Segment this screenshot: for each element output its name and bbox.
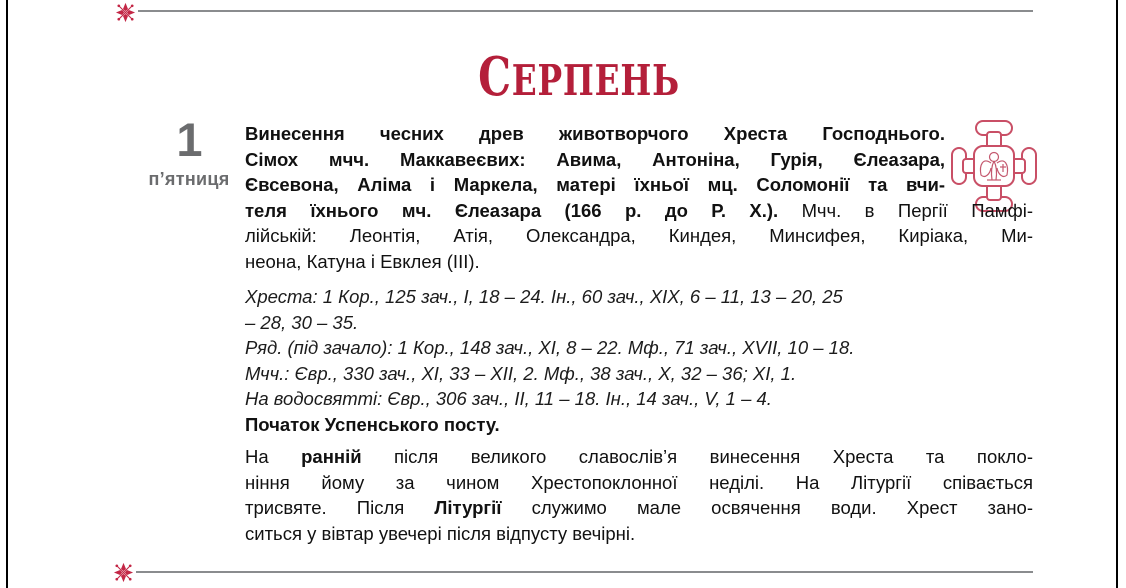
feast-line [245, 147, 945, 173]
rubric-text: трисвяте. Після [245, 497, 435, 518]
feast-line [245, 172, 945, 198]
feast-text-bold: Винесення чесних древ животворчого Хреста Господнього. [245, 123, 945, 144]
rubric-text: ситься у вівтар увечері після відпусту вечірні. [245, 522, 636, 544]
reading-line: На водосвятті: Євр., 306 зач., II, 11 – 18. Ін., 14 зач., V, 1 – 4. [245, 388, 772, 409]
rubric-text: ніння йому за чином Хрестопоклонної неділі. На Літургії співається [245, 471, 1033, 493]
top-rule [138, 10, 1033, 12]
rubric-text: після великого славослів’я винесення Хреста та покло- [361, 446, 1033, 467]
rubric-line [245, 444, 1033, 470]
feast-line [245, 198, 1033, 224]
feast-text-bold: Сімох мчч. Маккавеєвих: Авима, Антоніна, Гурія, Єлеазара, [245, 148, 945, 170]
fast-note: Початок Успенського посту. [245, 413, 500, 435]
reading-line: – 28, 30 – 35. [245, 311, 359, 333]
feast-text: лійській: Леонтія, Атія, Олександра, Киндея, Минсифея, Киріака, Ми- [245, 225, 1033, 246]
date-column [131, 113, 247, 190]
reading-line: Ряд. (під зачало): 1 Кор., 148 зач., XI, 8 – 22. Мф., 71 зач., XVII, 10 – 18. [245, 337, 855, 358]
feast-line [245, 249, 1033, 275]
feast-text: неона, Катуна і Евклея (III). [245, 250, 480, 272]
day-number: 1 [176, 113, 202, 166]
rubric-line [245, 521, 1033, 547]
sparkle-cross-icon [112, 561, 135, 584]
rubric-line [245, 470, 1033, 496]
readings-block [245, 284, 1033, 412]
feast-line [245, 223, 1033, 249]
rubric-text-bold: Літургії [434, 497, 502, 518]
page-left-border [6, 0, 8, 588]
feast-line [245, 121, 945, 147]
rubric-text: служимо мале освячення води. Хрест зано- [501, 497, 1033, 518]
month-title: СЕРПЕНЬ [478, 46, 680, 108]
feast-text: Мчч. в Пергії Памфі- [801, 199, 1033, 221]
page-right-border [1116, 0, 1118, 588]
weekday-label: п’ятниця [148, 169, 230, 189]
rubric-text-bold: ранній [301, 446, 362, 467]
rubric-line [245, 495, 1033, 521]
sparkle-cross-icon [114, 1, 137, 24]
reading-line: Хреста: 1 Кор., 125 зач., I, 18 – 24. Ін., 60 зач., XIX, 6 – 11, 13 – 20, 25 [245, 286, 843, 307]
rubric-text: На [245, 446, 302, 467]
feast-paragraph [245, 121, 1033, 274]
entry-body [245, 121, 1033, 546]
rubric-paragraph [245, 444, 1033, 546]
feast-text-bold: Євсевона, Аліма і Маркела, матері їхньої мц. Соломонії та вчи- [245, 174, 945, 195]
reading-line: Мчч.: Євр., 330 зач., XI, 33 – XII, 2. Мф., 38 зач., X, 32 – 36; XI, 1. [245, 362, 797, 384]
bottom-rule [136, 571, 1033, 573]
feast-text-bold: теля їхнього мч. Єлеазара (166 р. до Р. Х.). [245, 199, 802, 221]
